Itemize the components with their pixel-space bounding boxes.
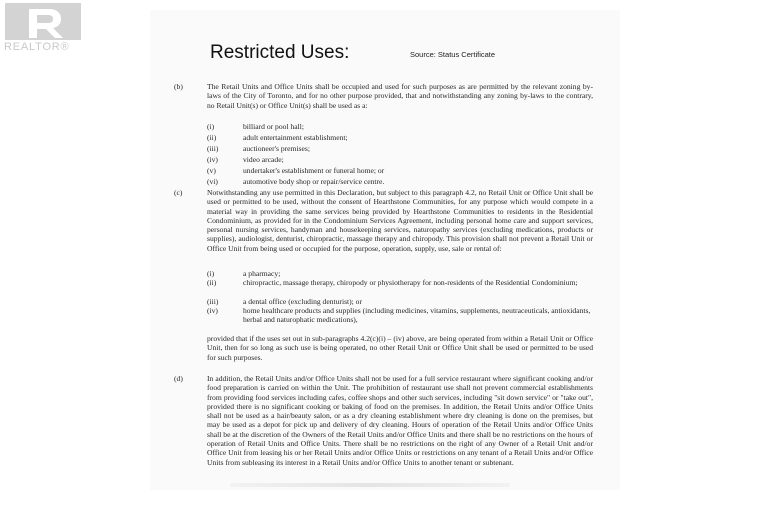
list-item-text: chiropractic, massage therapy, chiropody or physiotherapy for non-residents of the Residential Condominium; [243, 278, 578, 287]
list-item-number: (i) [207, 269, 215, 278]
section-c-label: (c) [174, 188, 183, 197]
list-item-text: home healthcare products and supplies (including medicines, vitamins, supplements, neutraceuticals, antioxidants, herbal and naturophatic medications), [243, 306, 591, 325]
title-row [210, 42, 610, 66]
section-c-text: Notwithstanding any use permitted in this Declaration, but subject to this paragraph 4.2, no Retail Unit or Office Unit shall be used or permitted to be used, without the consent of Hearthstone Communities, for any purpose which would compete in a material way in providing the same services being provided by Hearthstone Communities to residents in the Residential Condominium, as provided for in the Condominium Services Agreement, including personal home care and support services, personal nursing services, handyman and housekeeping services, naturopathy services (excluding medications, products or supplies), audiologist, denturist, chiropractic, massage therapy and chiropody. This provision shall not prevent a Retail Unit or Office Unit from being used or occupied for the purpose, operation, supply, use, sale or rental of: [207, 188, 593, 253]
list-item-number: (i) [207, 122, 215, 131]
list-item-text: automotive body shop or repair/service centre. [243, 177, 385, 186]
list-item-number: (iii) [207, 144, 219, 153]
list-item-text: a pharmacy; [243, 269, 281, 278]
list-item-number: (iv) [207, 155, 218, 164]
blurred-footer-watermark [230, 483, 510, 487]
list-item-text: video arcade; [243, 155, 284, 164]
section-d-text: In addition, the Retail Units and/or Office Units shall not be used for a full service restaurant where significant cooking and/or food preparation is carried on within the Unit. The prohibition of restaurant use shall not prevent commercial establishments from providing food services including cafes, coffee shops and other such services, including "sit down service" or "take out", provided there is no significant cooking or baking of food on the premises. In addition, the Retail Units and/or Office Units shall not be used as a hair/beauty salon, or as a dry cleaning establishment where dry cleaning is done on the premises, but may be used as a depot for pick up and delivery of dry cleaning. Hours of operation of the Retail Units and/or Office Units shall be at the discretion of the Owners of the Retail Units and/or Office Units and there shall be no restrictions on the hours of operation of Retail Units and Office Units. There shall be no restrictions on the right of any Owner of a Retail Unit and/or Office Unit from leasing his or her Retail Units and/or Office Units or restrictions on any tenant of a Retail Units and/or Office Units from subleasing its interest in a Retail Units and/or Office Units to another tenant or subtenant. [207, 374, 593, 467]
realtor-wordmark: REALTOR® [4, 41, 70, 53]
page-title: Restricted Uses: [210, 42, 350, 63]
realtor-logo [4, 3, 88, 55]
source-note: Source: Status Certificate [410, 50, 496, 59]
list-item-text: billiard or pool hall; [243, 122, 304, 131]
list-item-number: (ii) [207, 278, 217, 287]
list-item-number: (ii) [207, 133, 217, 142]
list-item-text: adult entertainment establishment; [243, 133, 348, 142]
list-item-number: (v) [207, 166, 216, 175]
list-item-text: a dental office (excluding denturist); or [243, 297, 362, 306]
section-c-proviso: provided that if the uses set out in sub-paragraphs 4.2(c)(i) – (iv) above, are being operated from within a Retail Unit or Office Unit, then for so long as such use is being operated, no other Retail Unit or Office Unit shall be used or permitted to be used for such purposes. [207, 334, 593, 362]
list-item-number: (iv) [207, 306, 218, 315]
list-item-number: (iii) [207, 297, 219, 306]
list-item-text: auctioneer's premises; [243, 144, 310, 153]
list-item-text: undertaker's establishment or funeral home; or [243, 166, 385, 175]
realtor-r-mark-icon [5, 3, 81, 40]
list-item-number: (vi) [207, 177, 218, 186]
section-d-label: (d) [174, 374, 183, 383]
section-b-label: (b) [174, 82, 183, 91]
section-b-text: The Retail Units and Office Units shall be occupied and used for such purposes as are permitted by the relevant zoning by-laws of the City of Toronto, and for no other purpose provided, that and notwithstanding any zoning by-laws to the contrary, no Retail Unit(s) or Office Unit(s) shall be used as a: [207, 82, 593, 110]
document-page [150, 10, 620, 490]
